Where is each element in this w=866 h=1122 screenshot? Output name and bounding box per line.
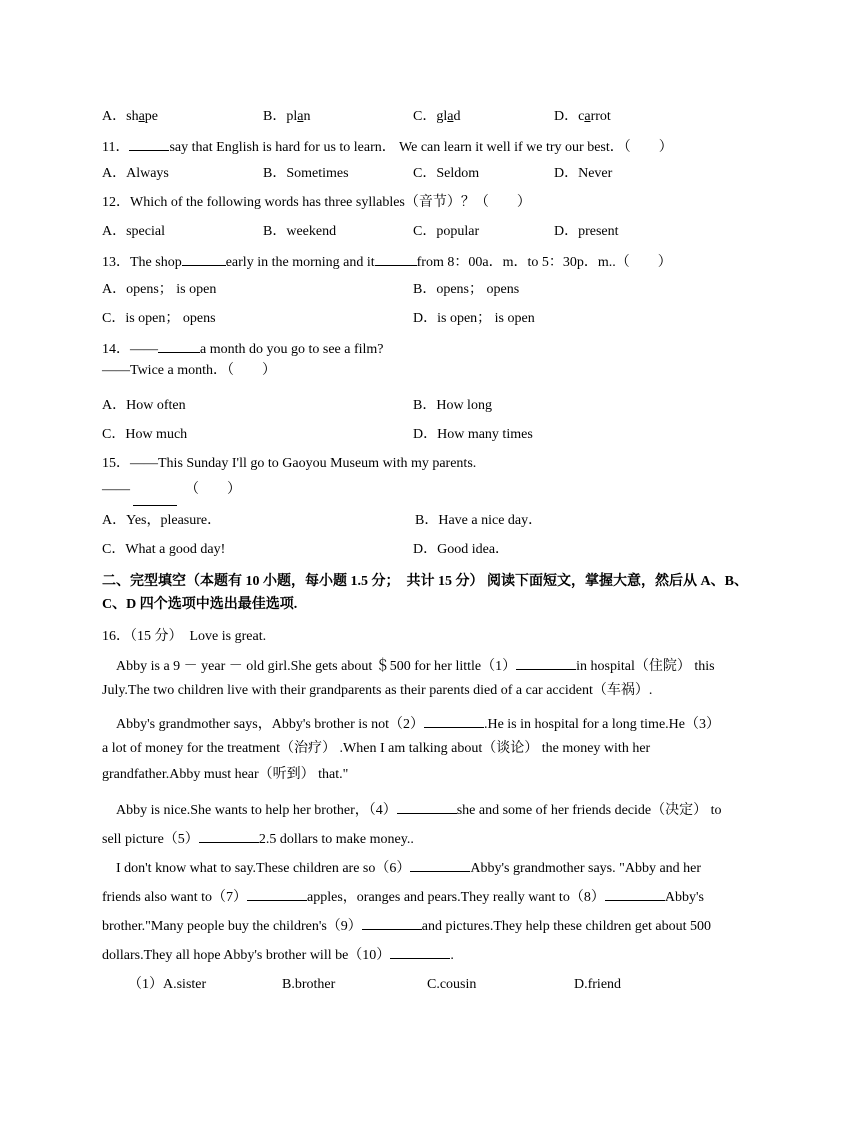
underlined-letter: a bbox=[447, 109, 454, 124]
option-text: pe bbox=[144, 109, 159, 124]
q10-option-d[interactable] bbox=[554, 108, 611, 126]
q14-stem bbox=[102, 339, 384, 359]
passage-text: Abby's grandmother says，Abby's brother is not（2） bbox=[116, 717, 424, 732]
answer-blank-1[interactable] bbox=[516, 656, 576, 670]
passage-line bbox=[102, 945, 454, 965]
answer-blank[interactable] bbox=[375, 252, 417, 266]
option-text: n bbox=[303, 109, 311, 124]
passage-text: .He is in hospital for a long time.He（3） bbox=[483, 717, 720, 732]
q10-option-c[interactable] bbox=[413, 108, 460, 126]
passage-line bbox=[116, 656, 715, 676]
passage-line bbox=[102, 916, 711, 936]
passage-text: Abby is nice.She wants to help her brother，（4） bbox=[116, 803, 397, 818]
passage-line bbox=[116, 800, 722, 820]
section-heading-cont: C、D 四个选项中选出最佳选项. bbox=[102, 597, 298, 612]
passage-text: brother."Many people buy the children's（9） bbox=[102, 919, 362, 934]
answer-blank-9[interactable] bbox=[362, 916, 422, 930]
passage-text: Abby is a 9 － year － old girl.She gets about ＄500 for her little（1） bbox=[116, 659, 517, 674]
q14-option-b[interactable]: B．How long bbox=[413, 398, 492, 413]
option-label: B． bbox=[263, 109, 287, 124]
q12-stem: 12．Which of the following words has three syllables（音节）？（ ） bbox=[102, 195, 531, 210]
q10-option-b[interactable] bbox=[263, 108, 310, 126]
passage-text: friends also want to（7） bbox=[102, 890, 248, 905]
passage-text: Abby's grandmother says. "Abby and her bbox=[470, 861, 702, 876]
q16-title: 16．（15 分） Love is great. bbox=[102, 629, 267, 644]
passage-text: and pictures.They help these children get about 500 bbox=[421, 919, 712, 934]
passage-line bbox=[102, 887, 704, 907]
underlined-letter: a bbox=[297, 109, 304, 124]
q11-stem bbox=[102, 137, 673, 157]
question-text: （ ） bbox=[185, 482, 241, 497]
option-label: D． bbox=[554, 109, 579, 124]
question-text: 13．The shop bbox=[102, 255, 182, 270]
passage-text: . bbox=[450, 948, 454, 963]
question-number: 11． bbox=[102, 140, 130, 155]
answer-blank-10[interactable] bbox=[390, 945, 450, 959]
underlined-letter: a bbox=[584, 109, 591, 124]
passage-line bbox=[116, 714, 720, 734]
passage-text: I don't know what to say.These children are so（6） bbox=[116, 861, 411, 876]
option-text: d bbox=[453, 109, 461, 124]
option-text: c bbox=[578, 109, 585, 124]
question-text: —— bbox=[102, 482, 130, 497]
passage-text: she and some of her friends decide（决定） to bbox=[456, 803, 722, 818]
answer-blank[interactable] bbox=[182, 252, 226, 266]
q14-reply: ——Twice a month．（ ） bbox=[102, 363, 276, 378]
q16-1-option-a[interactable]: （1）A.sister bbox=[128, 977, 207, 992]
passage-line bbox=[116, 858, 701, 878]
answer-blank[interactable] bbox=[158, 339, 200, 353]
answer-blank-4[interactable] bbox=[397, 800, 457, 814]
passage-text: sell picture（5） bbox=[102, 832, 199, 847]
passage-line: a lot of money for the treatment（治疗） .When I am talking about（谈论） the money with her bbox=[102, 741, 651, 756]
q14-option-a[interactable]: A．How often bbox=[102, 398, 186, 413]
option-label: C． bbox=[413, 109, 437, 124]
passage-line bbox=[102, 829, 414, 849]
answer-blank-5[interactable] bbox=[199, 829, 259, 843]
underlined-letter: a bbox=[138, 109, 145, 124]
option-text: pl bbox=[286, 109, 298, 124]
passage-text: 2.5 dollars to make money.. bbox=[258, 832, 414, 847]
q15-option-b[interactable]: B．Have a nice day． bbox=[415, 513, 543, 528]
answer-blank-6[interactable] bbox=[410, 858, 470, 872]
option-label: A． bbox=[102, 109, 127, 124]
q13-option-d[interactable]: D．is open； is open bbox=[413, 311, 535, 326]
q10-option-a[interactable] bbox=[102, 108, 158, 126]
passage-text: Abby's bbox=[664, 890, 704, 905]
q14-option-c[interactable]: C．How much bbox=[102, 427, 188, 442]
q12-option-a[interactable]: A．special bbox=[102, 224, 165, 239]
q12-option-d[interactable]: D．present bbox=[554, 224, 619, 239]
q12-option-c[interactable]: C．popular bbox=[413, 224, 480, 239]
q15-stem: 15．——This Sunday I'll go to Gaoyou Museum with my parents. bbox=[102, 456, 477, 471]
q16-1-option-c[interactable]: C.cousin bbox=[427, 977, 477, 992]
q13-option-c[interactable]: C．is open； opens bbox=[102, 311, 216, 326]
q13-option-a[interactable]: A．opens； is open bbox=[102, 282, 217, 297]
answer-blank[interactable] bbox=[129, 137, 169, 151]
q16-1-option-b[interactable]: B.brother bbox=[282, 977, 336, 992]
q15-option-a[interactable]: A．Yes，pleasure． bbox=[102, 513, 222, 528]
passage-line: July.The two children live with their grandparents as their parents died of a car accident（车祸）. bbox=[102, 683, 653, 698]
q15-option-d[interactable]: D．Good idea． bbox=[413, 542, 510, 557]
answer-blank-8[interactable] bbox=[605, 887, 665, 901]
answer-blank-2[interactable] bbox=[424, 714, 484, 728]
answer-blank-7[interactable] bbox=[247, 887, 307, 901]
answer-blank[interactable] bbox=[133, 481, 177, 506]
q15-option-c[interactable]: C．What a good day! bbox=[102, 542, 226, 557]
q11-option-b[interactable]: B．Sometimes bbox=[263, 166, 349, 181]
question-text: from 8：00a．m．to 5：30p．m..（ ） bbox=[416, 255, 672, 270]
q11-option-d[interactable]: D．Never bbox=[554, 166, 613, 181]
q16-1-option-d[interactable]: D.friend bbox=[574, 977, 622, 992]
passage-text: dollars.They all hope Abby's brother will be（10） bbox=[102, 948, 391, 963]
question-text: say that English is hard for us to learn． We can learn it well if we try our best．（ ） bbox=[169, 140, 673, 155]
option-text: sh bbox=[126, 109, 139, 124]
question-text: a month do you go to see a film? bbox=[200, 342, 384, 357]
passage-text: in hospital（住院） this bbox=[576, 659, 715, 674]
q15-reply bbox=[102, 481, 241, 506]
option-text: rrot bbox=[590, 109, 611, 124]
passage-text: apples，oranges and pears.They really want to（8） bbox=[307, 890, 605, 905]
q14-option-d[interactable]: D．How many times bbox=[413, 427, 533, 442]
question-text: 14．—— bbox=[102, 342, 158, 357]
q11-option-a[interactable]: A．Always bbox=[102, 166, 169, 181]
passage-line: grandfather.Abby must hear（听到） that." bbox=[102, 767, 349, 782]
q12-option-b[interactable]: B．weekend bbox=[263, 224, 337, 239]
section-heading: 二、完型填空（本题有 10 小题，每小题 1.5 分； 共计 15 分） 阅读下面短文，掌握大意，然后从 A、B、 bbox=[102, 574, 748, 589]
option-text: gl bbox=[436, 109, 448, 124]
q13-stem bbox=[102, 252, 672, 272]
q13-option-b[interactable]: B．opens； opens bbox=[413, 282, 520, 297]
question-text: early in the morning and it bbox=[225, 255, 375, 270]
q11-option-c[interactable]: C．Seldom bbox=[413, 166, 480, 181]
